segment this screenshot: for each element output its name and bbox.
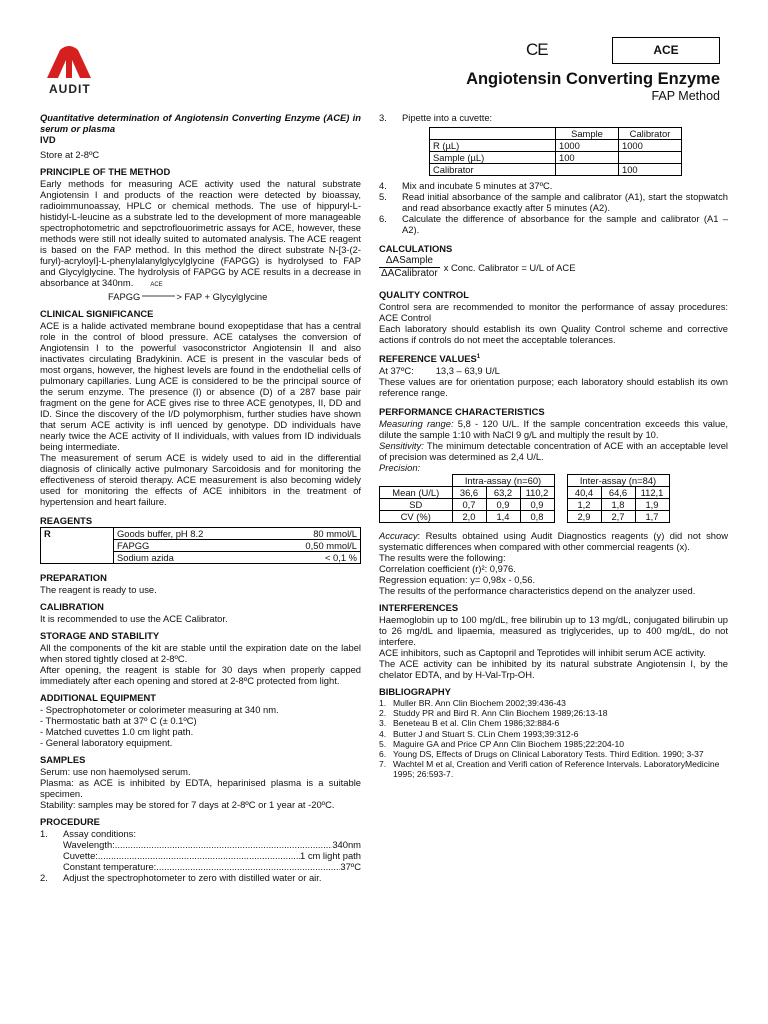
- bibliography-heading: BIBLIOGRAPHY: [379, 686, 451, 698]
- interferences-text-1: Haemoglobin up to 100 mg/dL, free bilirubin up to 13 mg/dL, conjugated bilirubin up to 26 mg/dL and lipaemia, measured as triglycerides, up to 400 mg/dL, do not interfere.: [379, 614, 728, 648]
- clinical-heading: CLINICAL SIGNIFICANCE: [40, 308, 154, 319]
- list-item: 2. Adjust the spectrophotometer to zero with distilled water or air.: [40, 872, 322, 883]
- left-column: [40, 112, 361, 883]
- list-item: 1. Assay conditions:: [40, 828, 136, 839]
- list-item: Regression equation: y= 0,98x - 0,56.: [379, 574, 536, 586]
- list-item: 5. Maguire GA and Price CP Ann Clin Biochem 1985;22:204-10: [379, 738, 625, 749]
- list-item: - General laboratory equipment.: [40, 737, 173, 748]
- storage-note: Store at 2-8ºC: [40, 149, 100, 160]
- assay-conditions: [63, 839, 361, 872]
- preparation-text: The reagent is ready to use.: [40, 584, 157, 595]
- reaction-enzyme: ACE: [150, 282, 163, 288]
- procedure-list-3: [379, 112, 728, 123]
- list-item: 6. Calculate the difference of absorbance for the sample and calibrator (A1 – A2).: [379, 213, 728, 235]
- reference-heading: REFERENCE VALUES$^1$: [379, 353, 481, 365]
- fraction: [379, 255, 440, 279]
- measuring-range: Measuring range: 5,8 - 120 U/L. If the sample concentration exceeds this value, dilute the sample 1:10 with NaCl 9 g/L and multiply the result by 10.: [379, 418, 728, 441]
- table-row: SD 0,7 0,9 0,9 1,2 1,8 1,9: [380, 499, 670, 511]
- formula-rest: x Conc. Calibrator = U/L of ACE: [443, 261, 576, 273]
- procedure-steps: [379, 180, 728, 235]
- reference-note: These values are for orientation purpose; each laboratory should establish its own reference range.: [379, 376, 728, 399]
- reagent-key: R: [41, 528, 114, 564]
- ivd-label: IVD: [40, 134, 56, 145]
- principle-text: Early methods for measuring ACE activity used the natural substrate Angiotensin I and products of the reaction were detected by bioassay, radioimmunoassay, HPLC or chemical methods. The use of hippuryl-L-histidyl-L-leucine as a substrate led to the development of more manageable spectrophotometric and sepctroflouorimetric assays for ACE, however, these methods were still not ideally suited to automated analysis. The ACE reagent is based on the FAP method. In this method the direct substrate N-[3-(2-furyl)-acryloyl]-L-phenylalanylglycylglycine (FAPGG) is hydrolysed to FAP and Glycylglycine. The hydrolysis of FAPGG by ACE results in a decrease in absorbance at 340nm.: [40, 178, 361, 288]
- table-row: CV (%) 2,0 1,4 0,8 2,9 2,7 1,7: [380, 511, 670, 523]
- condition-row: Cuvette: ..... 1 cm light path: [63, 850, 361, 861]
- audit-logo: [44, 44, 96, 98]
- procedure-list-2: [40, 872, 361, 883]
- quality-control-heading: QUALITY CONTROL: [379, 289, 469, 301]
- table-row: Mean (U/L) 36,6 63,2 110,2 40,4 64,6 112,1: [380, 487, 670, 499]
- reaction-arrow: [140, 282, 176, 302]
- storage-text-2: After opening, the reagent is stable for 30 days when properly capped immediately after each opening and stored at 2-8ºC protected from light.: [40, 664, 361, 686]
- condition-row: Wavelength: ..... 340nm: [63, 839, 361, 850]
- reaction-substrate: FAPGG: [108, 291, 141, 302]
- reagent-name: FAPGG: [114, 540, 266, 552]
- reagent-name: Goods buffer, pH 8.2: [117, 528, 204, 539]
- table-row: Sample (µL) 100: [430, 152, 682, 164]
- calculation-formula: [379, 255, 728, 279]
- interferences-text-2: ACE inhibitors, such as Captopril and Teprotides will inhibit serum ACE activity.: [379, 647, 706, 659]
- precision-table: [379, 474, 670, 523]
- list-item: The results of the performance characteristics depend on the analyzer used.: [379, 585, 696, 597]
- reagent-value: 0,50 mmol/L: [265, 540, 360, 552]
- fraction-numerator: ΔASample: [379, 255, 440, 268]
- bibliography-list: [379, 698, 728, 778]
- audit-logo-icon: [44, 44, 94, 80]
- interferences-text-3: The ACE activity can be inhibited by its natural substrate Angiotensin I, by the chelator EDTA, and by H-Val-Trp-OH.: [379, 658, 728, 681]
- table-row: R (µL) 1000 1000: [430, 140, 682, 152]
- performance-heading: PERFORMANCE CHARACTERISTICS: [379, 406, 545, 418]
- qc-text-1: Control sera are recommended to monitor the performance of assay procedures: ACE Control: [379, 301, 728, 324]
- column-header: Sample: [556, 128, 619, 140]
- procedure-heading: PROCEDURE: [40, 816, 100, 827]
- intro-title: Quantitative determination of Angiotensin Converting Enzyme (ACE) in serum or plasma: [40, 112, 361, 134]
- reference-range: At 37ºC: 13,3 – 63,9 U/L: [379, 365, 500, 377]
- page-title: Angiotensin Converting Enzyme: [466, 70, 720, 88]
- sensitivity: Sensitivity: The minimum detectable concentration of ACE with an acceptable level of precision was determined as 2,4 U/L.: [379, 440, 728, 463]
- interferences-heading: INTERFERENCES: [379, 602, 459, 614]
- calibration-heading: CALIBRATION: [40, 601, 104, 612]
- list-item: 5. Read initial absorbance of the sample and calibrator (A1), start the stopwatch and read absorbance exactly after 5 minutes (A2).: [379, 191, 728, 213]
- list-item: Correlation coefficient (r)²: 0,976.: [379, 563, 516, 575]
- equipment-heading: ADDITIONAL EQUIPMENT: [40, 692, 156, 703]
- table-row: Calibrator 100: [430, 164, 682, 176]
- clinical-text-1: ACE is a halide activated membrane bound exopeptidase that has a central role in the control of blood pressure. ACE catalyses the conversion of Angiotensin I to the powerful vasoconstrictor Angiotensin II and also inactivates circulating Bradykinin. ACE is present in the vascular beds of most organs, however, the highest levels are found in the endothelial cells of pulmonary capillaries. Lung ACE is considered to be the principal source of the serum enzyme. The presence (I) or absence (D) of a 287 base pair fragment on the gene for ACE gives rise to three ACE genotypes, II, DD and ID. Since the discovery of the I/D polymorphism, further studies have shown that serum ACE activity is infl uenced by genotype. DD individuals have nearly twice the ACE activity of II individuals, with values from ID individuals being intermediate.: [40, 320, 361, 452]
- page-subtitle: FAP Method: [651, 89, 720, 103]
- right-column: [379, 112, 728, 779]
- list-item: 4. Mix and incubate 5 minutes at 37ºC.: [379, 180, 553, 191]
- reagents-table: [40, 527, 361, 564]
- table-row: [430, 128, 682, 140]
- procedure-list: [40, 828, 361, 839]
- storage-text-1: All the components of the kit are stable until the expiration date on the label when stored tightly closed at 2-8ºC.: [40, 642, 361, 664]
- reaction-equation: [108, 282, 361, 302]
- pipette-table: [429, 127, 682, 176]
- principle-heading: PRINCIPLE OF THE METHOD: [40, 166, 171, 177]
- storage-heading: STORAGE AND STABILITY: [40, 630, 160, 641]
- clinical-text-2: The measurement of serum ACE is widely used to aid in the differential diagnosis of clinically active pulmonary Sarcoidosis and for monitoring the effectiveness of steroid therapy. ACE measurement is also becoming widely used for monitoring the effects of ACE inhibitors in the treatment of hypertension and heart failure.: [40, 452, 361, 507]
- reagent-name: Sodium azida: [114, 552, 266, 564]
- calculations-heading: CALCULATIONS: [379, 243, 453, 254]
- calibration-text: It is recommended to use the ACE Calibrator.: [40, 613, 228, 624]
- preparation-heading: PREPARATION: [40, 572, 107, 583]
- list-item: - Matched cuvettes 1.0 cm light path.: [40, 726, 194, 737]
- list-item: 3. Beneteau B et al. Clin Chem 1986;32:884-6: [379, 718, 560, 729]
- list-item: - Spectrophotometer or colorimeter measuring at 340 nm.: [40, 704, 279, 715]
- list-item: 1. Muller BR. Ann Clin Biochem 2002;39:436-43: [379, 698, 566, 709]
- list-item: 7. Wachtel M et al, Creation and Verifi cation of Reference Intervals. LaboratoryMedicine 1995; 26:593-7.: [379, 758, 720, 779]
- accuracy-text: Accuracy: Results obtained using Audit Diagnostics reagents (y) did not show systematic differences when compared with other commercial reagents (x).: [379, 530, 728, 553]
- reagent-value: 80 mmol/L: [313, 528, 357, 539]
- samples-heading: SAMPLES: [40, 754, 86, 765]
- list-item: Plasma: as ACE is inhibited by EDTA, heparinised plasma is a suitable specimen.: [40, 777, 361, 799]
- column-header: Calibrator: [619, 128, 682, 140]
- list-item: Stability: samples may be stored for 7 days at 2-8ºC or 1 year at -20ºC.: [40, 799, 335, 810]
- reagent-value: < 0,1 %: [265, 552, 360, 564]
- list-item: Serum: use non haemolysed serum.: [40, 766, 191, 777]
- condition-row: Constant temperature: ..... 37ºC: [63, 861, 361, 872]
- precision-label: Precision:: [379, 462, 421, 474]
- list-item: 4. Butter J and Stuart S. CLin Chem 1993;39:312-6: [379, 728, 579, 739]
- table-row: [380, 475, 670, 487]
- reaction-products: > FAP + Glycylglycine: [176, 291, 268, 302]
- list-item: 6. Young DS, Effects of Drugs on Clinical Laboratory Tests. Third Edition. 1990; 3-37: [379, 748, 704, 759]
- fraction-denominator: ΔACalibrator: [381, 267, 438, 279]
- column-header: Inter-assay (n=84): [567, 475, 669, 487]
- list-item: 3. Pipette into a cuvette:: [379, 112, 493, 123]
- reagents-heading: REAGENTS: [40, 515, 93, 526]
- list-item: - Thermostatic bath at 37º C (± 0.1ºC): [40, 715, 197, 726]
- list-item: The results were the following:: [379, 552, 506, 564]
- qc-text-2: Each laboratory should establish its own Quality Control scheme and corrective actions if controls do not meet the acceptable tolerances.: [379, 323, 728, 346]
- list-item: 2. Studdy PR and Bird R. Ann Clin Biochem 1989;26:13-18: [379, 708, 608, 719]
- brand-name: AUDIT: [49, 82, 91, 96]
- table-row: [41, 528, 361, 540]
- product-code-box: ACE: [612, 37, 720, 64]
- ce-mark: CE: [526, 40, 548, 59]
- column-header: Intra-assay (n=60): [452, 475, 554, 487]
